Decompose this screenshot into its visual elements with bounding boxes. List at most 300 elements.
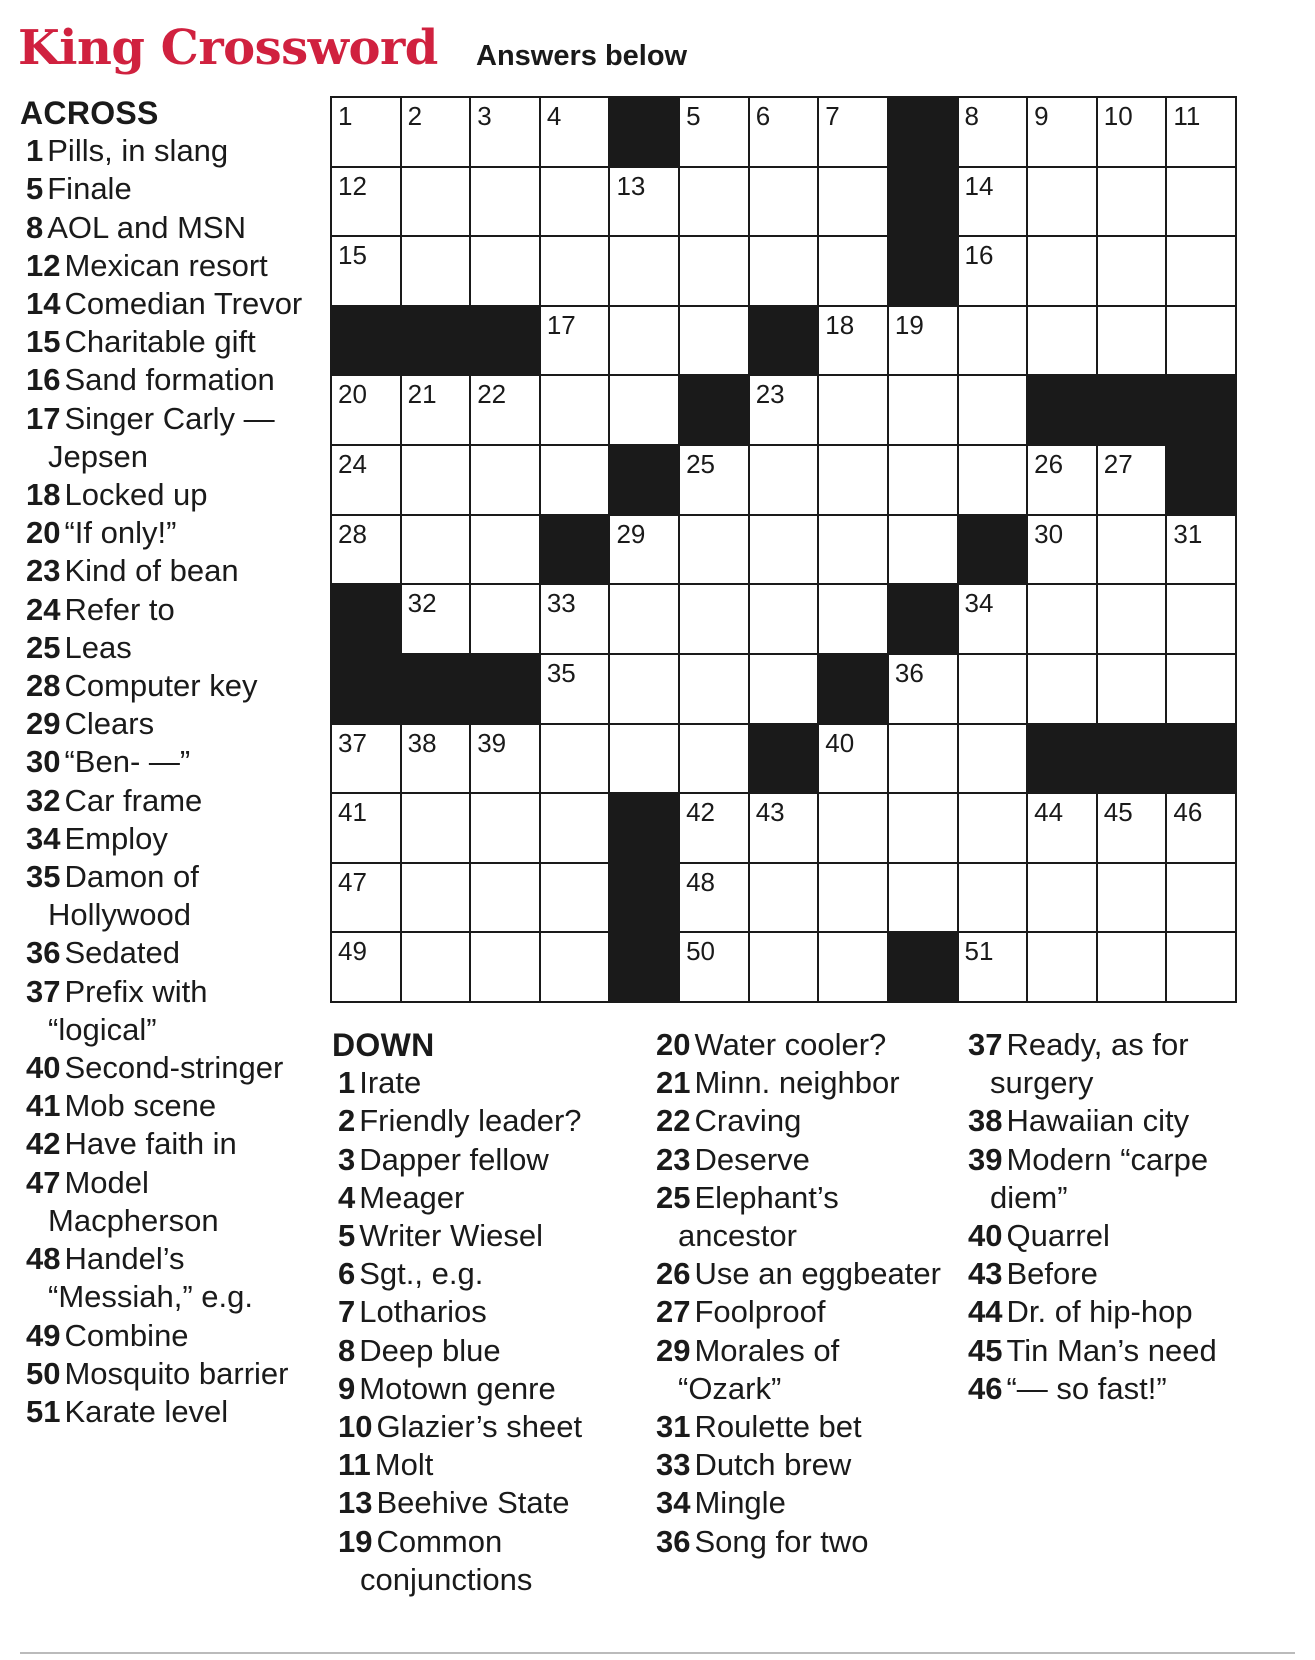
grid-cell[interactable] <box>541 933 609 1001</box>
clue-number: 46 <box>968 1370 1003 1406</box>
grid-cell[interactable] <box>610 168 678 236</box>
grid-block <box>959 516 1027 584</box>
grid-cell[interactable] <box>332 864 400 932</box>
grid-cell[interactable] <box>680 446 748 514</box>
clue-number: 4 <box>338 1179 356 1215</box>
cell-number: 30 <box>1034 518 1064 549</box>
clue-item <box>20 934 320 972</box>
grid-cell[interactable] <box>541 794 609 862</box>
clue-number: 22 <box>656 1103 691 1139</box>
clue-item <box>332 1523 632 1599</box>
clue-item <box>20 1164 320 1240</box>
clue-text: Locked up <box>64 477 208 513</box>
clue-item <box>20 247 320 285</box>
cell-number: 21 <box>407 379 437 410</box>
clue-item <box>20 209 320 247</box>
cell-number: 11 <box>1173 101 1201 131</box>
grid-cell[interactable] <box>402 516 470 584</box>
grid-cell[interactable] <box>541 168 609 236</box>
grid-cell[interactable] <box>819 98 887 166</box>
grid-cell[interactable] <box>332 516 400 584</box>
grid-cell[interactable] <box>402 933 470 1001</box>
grid-cell[interactable] <box>959 307 1027 375</box>
grid-cell[interactable] <box>750 864 818 932</box>
clue-text: Before <box>1006 1256 1098 1292</box>
cell-number: 5 <box>686 101 701 131</box>
clue-item <box>650 1255 950 1293</box>
clue-item <box>20 1125 320 1163</box>
clue-text: Sand formation <box>64 362 275 398</box>
clue-text: Handel’s “Messiah,” e.g. <box>48 1241 254 1315</box>
cell-number: 27 <box>1103 449 1133 480</box>
cell-number: 13 <box>616 170 646 201</box>
cell-number: 44 <box>1034 797 1064 828</box>
grid-cell[interactable] <box>1098 655 1166 723</box>
clue-number: 37 <box>26 973 61 1009</box>
clue-item <box>332 1370 632 1408</box>
grid-cell[interactable] <box>471 98 539 166</box>
clue-number: 43 <box>968 1256 1003 1292</box>
grid-cell[interactable] <box>750 933 818 1001</box>
clue-number: 25 <box>26 629 61 665</box>
grid-cell[interactable] <box>959 585 1027 653</box>
clue-number: 39 <box>968 1141 1003 1177</box>
clue-text: Prefix with “logical” <box>48 973 208 1047</box>
grid-cell[interactable] <box>1167 655 1235 723</box>
clue-text: Molt <box>374 1447 434 1483</box>
clue-item <box>20 132 320 170</box>
clue-number: 25 <box>656 1179 691 1215</box>
grid-cell[interactable] <box>959 237 1027 305</box>
grid-cell[interactable] <box>332 725 400 793</box>
cell-number: 37 <box>338 727 367 758</box>
grid-cell[interactable] <box>959 725 1027 793</box>
clue-text: Lotharios <box>359 1294 487 1330</box>
grid-cell[interactable] <box>1098 585 1166 653</box>
clue-number: 17 <box>26 400 61 436</box>
grid-cell[interactable] <box>402 794 470 862</box>
cell-number: 38 <box>407 727 437 758</box>
grid-cell[interactable] <box>1167 516 1235 584</box>
grid-cell[interactable] <box>541 585 609 653</box>
cell-number: 19 <box>894 309 924 340</box>
clue-item <box>20 629 320 667</box>
cell-number: 1 <box>338 101 353 131</box>
grid-cell[interactable] <box>819 168 887 236</box>
clue-item <box>962 1217 1282 1255</box>
grid-cell[interactable] <box>1028 516 1096 584</box>
grid-block <box>1028 725 1096 793</box>
grid-cell[interactable] <box>889 864 957 932</box>
grid-cell[interactable] <box>889 655 957 723</box>
grid-block <box>332 655 400 723</box>
clue-number: 50 <box>26 1355 61 1391</box>
grid-cell[interactable] <box>471 725 539 793</box>
crossword-grid <box>330 96 1237 1003</box>
cell-number: 51 <box>964 936 994 967</box>
cell-number: 24 <box>338 449 367 480</box>
grid-cell[interactable] <box>471 585 539 653</box>
clue-text: Mosquito barrier <box>64 1355 289 1391</box>
clue-number: 40 <box>26 1050 61 1086</box>
grid-cell[interactable] <box>889 446 957 514</box>
grid-cell[interactable] <box>1098 446 1166 514</box>
grid-cell[interactable] <box>1167 794 1235 862</box>
clue-text: Model Macpherson <box>48 1164 219 1238</box>
clue-text: Employ <box>64 820 168 856</box>
grid-cell[interactable] <box>402 725 470 793</box>
clue-number: 29 <box>656 1332 691 1368</box>
clue-number: 37 <box>968 1027 1003 1062</box>
grid-cell[interactable] <box>1098 933 1166 1001</box>
clue-number: 32 <box>26 782 61 818</box>
cell-number: 34 <box>964 588 994 619</box>
clue-text: Charitable gift <box>64 324 256 360</box>
grid-cell[interactable] <box>332 376 400 444</box>
grid-cell[interactable] <box>819 725 887 793</box>
grid-cell[interactable] <box>332 168 400 236</box>
grid-block <box>750 307 818 375</box>
clue-item <box>332 1255 632 1293</box>
cell-number: 26 <box>1034 449 1064 480</box>
grid-cell[interactable] <box>750 794 818 862</box>
grid-cell[interactable] <box>1098 864 1166 932</box>
grid-block <box>1167 725 1235 793</box>
cell-number: 17 <box>546 309 576 340</box>
grid-cell[interactable] <box>750 585 818 653</box>
clue-item <box>20 1355 320 1393</box>
grid-cell[interactable] <box>1028 794 1096 862</box>
grid-cell[interactable] <box>1167 307 1235 375</box>
clue-number: 45 <box>968 1332 1003 1368</box>
grid-cell[interactable] <box>1167 237 1235 305</box>
cell-number: 43 <box>755 797 785 828</box>
cell-number: 36 <box>894 657 924 688</box>
clue-number: 3 <box>338 1141 356 1177</box>
clue-number: 8 <box>26 209 44 245</box>
grid-cell[interactable] <box>471 516 539 584</box>
grid-cell[interactable] <box>1167 933 1235 1001</box>
grid-block <box>402 307 470 375</box>
clue-text: Mob scene <box>64 1088 217 1124</box>
grid-cell[interactable] <box>541 864 609 932</box>
cell-number: 42 <box>686 797 715 828</box>
grid-block <box>1098 376 1166 444</box>
grid-block <box>819 655 887 723</box>
grid-cell[interactable] <box>680 516 748 584</box>
grid-cell[interactable] <box>1028 237 1096 305</box>
grid-cell[interactable] <box>959 794 1027 862</box>
grid-cell[interactable] <box>610 725 678 793</box>
grid-block <box>889 585 957 653</box>
grid-cell[interactable] <box>959 446 1027 514</box>
grid-cell[interactable] <box>750 98 818 166</box>
grid-cell[interactable] <box>332 933 400 1001</box>
grid-cell[interactable] <box>1028 585 1096 653</box>
clue-number: 36 <box>656 1523 691 1559</box>
grid-cell[interactable] <box>819 794 887 862</box>
grid-cell[interactable] <box>332 794 400 862</box>
clue-text: Combine <box>64 1317 189 1353</box>
grid-cell[interactable] <box>889 516 957 584</box>
grid-cell[interactable] <box>1167 168 1235 236</box>
clue-text: Sgt., e.g. <box>359 1256 484 1292</box>
clue-number: 26 <box>656 1256 691 1292</box>
grid-cell[interactable] <box>332 237 400 305</box>
clue-text: Elephant’s ancestor <box>678 1179 839 1254</box>
clue-item <box>650 1332 950 1408</box>
clue-number: 5 <box>26 171 44 207</box>
clue-number: 44 <box>968 1294 1003 1330</box>
clue-item <box>650 1484 950 1522</box>
grid-cell[interactable] <box>959 655 1027 723</box>
clue-text: Mingle <box>694 1485 786 1521</box>
grid-cell[interactable] <box>750 376 818 444</box>
grid-block <box>471 655 539 723</box>
clue-text: Mexican resort <box>64 247 268 283</box>
grid-cell[interactable] <box>402 446 470 514</box>
grid-cell[interactable] <box>680 98 748 166</box>
grid-cell[interactable] <box>1098 794 1166 862</box>
grid-cell[interactable] <box>959 864 1027 932</box>
cell-number: 10 <box>1103 101 1133 131</box>
cell-number: 9 <box>1034 101 1049 131</box>
grid-cell[interactable] <box>1098 168 1166 236</box>
grid-cell[interactable] <box>889 376 957 444</box>
grid-cell[interactable] <box>819 446 887 514</box>
clue-item <box>20 285 320 323</box>
grid-cell[interactable] <box>819 516 887 584</box>
grid-cell[interactable] <box>1098 307 1166 375</box>
grid-cell[interactable] <box>959 933 1027 1001</box>
grid-cell[interactable] <box>332 98 400 166</box>
cell-number: 4 <box>546 101 562 131</box>
cell-number: 45 <box>1103 797 1133 828</box>
clue-item <box>20 1049 320 1087</box>
grid-cell[interactable] <box>541 307 609 375</box>
grid-cell[interactable] <box>402 585 470 653</box>
clue-text: Common conjunctions <box>360 1523 533 1597</box>
clue-text: “— so fast!” <box>1006 1370 1167 1406</box>
grid-cell[interactable] <box>959 98 1027 166</box>
clue-text: Comedian Trevor <box>64 286 303 322</box>
grid-block <box>1167 446 1235 514</box>
grid-cell[interactable] <box>750 655 818 723</box>
cell-number: 33 <box>546 588 576 619</box>
clue-number: 21 <box>656 1065 691 1101</box>
clue-number: 20 <box>656 1027 691 1062</box>
grid-cell[interactable] <box>610 376 678 444</box>
grid-cell[interactable] <box>610 237 678 305</box>
grid-cell[interactable] <box>332 446 400 514</box>
grid-cell[interactable] <box>680 933 748 1001</box>
grid-cell[interactable] <box>1167 98 1235 166</box>
grid-cell[interactable] <box>1167 864 1235 932</box>
grid-cell[interactable] <box>819 307 887 375</box>
grid-cell[interactable] <box>1028 446 1096 514</box>
grid-block <box>610 98 678 166</box>
clue-text: Deep blue <box>359 1332 501 1368</box>
clue-text: Second-stringer <box>64 1050 284 1086</box>
clue-number: 49 <box>26 1317 61 1353</box>
grid-cell[interactable] <box>471 168 539 236</box>
clue-item <box>650 1408 950 1446</box>
clue-item <box>332 1293 632 1331</box>
grid-cell[interactable] <box>610 655 678 723</box>
cell-number: 49 <box>338 936 367 967</box>
grid-block <box>1028 376 1096 444</box>
clue-item <box>20 323 320 361</box>
grid-cell[interactable] <box>1028 864 1096 932</box>
clue-item <box>650 1293 950 1331</box>
clue-number: 11 <box>338 1447 371 1483</box>
clue-item <box>20 782 320 820</box>
grid-cell[interactable] <box>680 794 748 862</box>
clue-item <box>20 361 320 399</box>
grid-cell[interactable] <box>889 725 957 793</box>
clue-number: 1 <box>26 133 44 169</box>
clue-item <box>650 1026 950 1064</box>
clue-text: Foolproof <box>694 1294 826 1330</box>
grid-cell[interactable] <box>1028 307 1096 375</box>
clue-text: Tin Man’s need <box>1006 1332 1217 1368</box>
clue-text: Irate <box>359 1065 422 1101</box>
grid-cell[interactable] <box>610 516 678 584</box>
clue-number: 8 <box>338 1332 356 1368</box>
grid-cell[interactable] <box>680 168 748 236</box>
grid-cell[interactable] <box>1028 933 1096 1001</box>
grid-cell[interactable] <box>471 376 539 444</box>
cell-number: 22 <box>477 379 507 410</box>
grid-cell[interactable] <box>750 237 818 305</box>
clue-text: Dapper fellow <box>359 1141 549 1177</box>
grid-cell[interactable] <box>541 446 609 514</box>
grid-cell[interactable] <box>402 864 470 932</box>
grid-cell[interactable] <box>819 585 887 653</box>
cell-number: 31 <box>1173 518 1203 549</box>
clue-text: Ready, as for surgery <box>990 1027 1189 1101</box>
grid-cell[interactable] <box>541 237 609 305</box>
grid-cell[interactable] <box>819 933 887 1001</box>
grid-block <box>610 794 678 862</box>
grid-cell[interactable] <box>1167 585 1235 653</box>
clue-number: 18 <box>26 477 61 513</box>
down-clue-list <box>650 1026 950 1561</box>
grid-block <box>541 516 609 584</box>
cell-number: 46 <box>1173 797 1203 828</box>
cell-number: 3 <box>477 101 492 131</box>
clue-item <box>962 1141 1282 1217</box>
grid-cell[interactable] <box>959 168 1027 236</box>
clue-item <box>20 591 320 629</box>
grid-cell[interactable] <box>680 585 748 653</box>
clue-item <box>332 1141 632 1179</box>
clue-number: 13 <box>338 1485 373 1521</box>
grid-cell[interactable] <box>471 446 539 514</box>
grid-cell[interactable] <box>1098 516 1166 584</box>
grid-cell[interactable] <box>680 237 748 305</box>
cell-number: 2 <box>407 101 423 131</box>
grid-cell[interactable] <box>1028 655 1096 723</box>
clue-item <box>962 1026 1282 1102</box>
grid-cell[interactable] <box>402 168 470 236</box>
grid-cell[interactable] <box>541 98 609 166</box>
grid-cell[interactable] <box>680 864 748 932</box>
grid-cell[interactable] <box>402 237 470 305</box>
clue-number: 1 <box>338 1065 356 1101</box>
clue-number: 29 <box>26 706 61 742</box>
cell-number: 29 <box>616 518 646 549</box>
grid-cell[interactable] <box>541 725 609 793</box>
grid-block <box>1167 376 1235 444</box>
grid-cell[interactable] <box>750 446 818 514</box>
grid-cell[interactable] <box>680 307 748 375</box>
clue-item <box>650 1102 950 1140</box>
clue-text: Song for two <box>694 1523 869 1559</box>
clue-number: 33 <box>656 1447 691 1483</box>
grid-cell[interactable] <box>889 794 957 862</box>
cell-number: 35 <box>546 657 576 688</box>
grid-cell[interactable] <box>471 933 539 1001</box>
clue-text: Have faith in <box>64 1126 237 1162</box>
clue-text: Minn. neighbor <box>694 1065 900 1101</box>
grid-cell[interactable] <box>610 307 678 375</box>
grid-cell[interactable] <box>819 864 887 932</box>
grid-cell[interactable] <box>610 585 678 653</box>
grid-cell[interactable] <box>1028 168 1096 236</box>
clue-item <box>20 514 320 552</box>
clue-number: 14 <box>26 286 61 322</box>
cell-number: 50 <box>686 936 715 967</box>
clue-text: Clears <box>64 706 155 742</box>
clue-number: 48 <box>26 1241 61 1277</box>
down-clue-list <box>332 1026 632 1599</box>
grid-cell[interactable] <box>750 516 818 584</box>
clue-text: Glazier’s sheet <box>376 1409 583 1445</box>
clue-number: 41 <box>26 1088 61 1124</box>
grid-cell[interactable] <box>819 376 887 444</box>
cell-number: 20 <box>338 379 367 410</box>
grid-cell[interactable] <box>471 864 539 932</box>
grid-block <box>402 655 470 723</box>
grid-cell[interactable] <box>471 794 539 862</box>
clue-text: Hawaiian city <box>1006 1103 1190 1139</box>
grid-cell[interactable] <box>1098 237 1166 305</box>
clue-item <box>20 820 320 858</box>
clue-text: Friendly leader? <box>359 1103 582 1139</box>
grid-cell[interactable] <box>1098 98 1166 166</box>
grid-cell[interactable] <box>471 237 539 305</box>
cell-number: 47 <box>338 866 367 897</box>
grid-block <box>610 864 678 932</box>
clue-text: Modern “carpe diem” <box>990 1141 1209 1215</box>
grid-cell[interactable] <box>541 655 609 723</box>
clue-text: Damon of Hollywood <box>48 859 199 933</box>
clue-item <box>962 1332 1282 1370</box>
grid-cell[interactable] <box>541 376 609 444</box>
grid-cell[interactable] <box>680 655 748 723</box>
grid-cell[interactable] <box>750 168 818 236</box>
grid-cell[interactable] <box>959 376 1027 444</box>
clue-text: Pills, in slang <box>47 133 229 169</box>
grid-cell[interactable] <box>889 307 957 375</box>
grid-cell[interactable] <box>1028 98 1096 166</box>
grid-cell[interactable] <box>402 98 470 166</box>
grid-cell[interactable] <box>819 237 887 305</box>
grid-cell[interactable] <box>402 376 470 444</box>
clue-text: Water cooler? <box>694 1027 887 1062</box>
grid-cell[interactable] <box>680 725 748 793</box>
